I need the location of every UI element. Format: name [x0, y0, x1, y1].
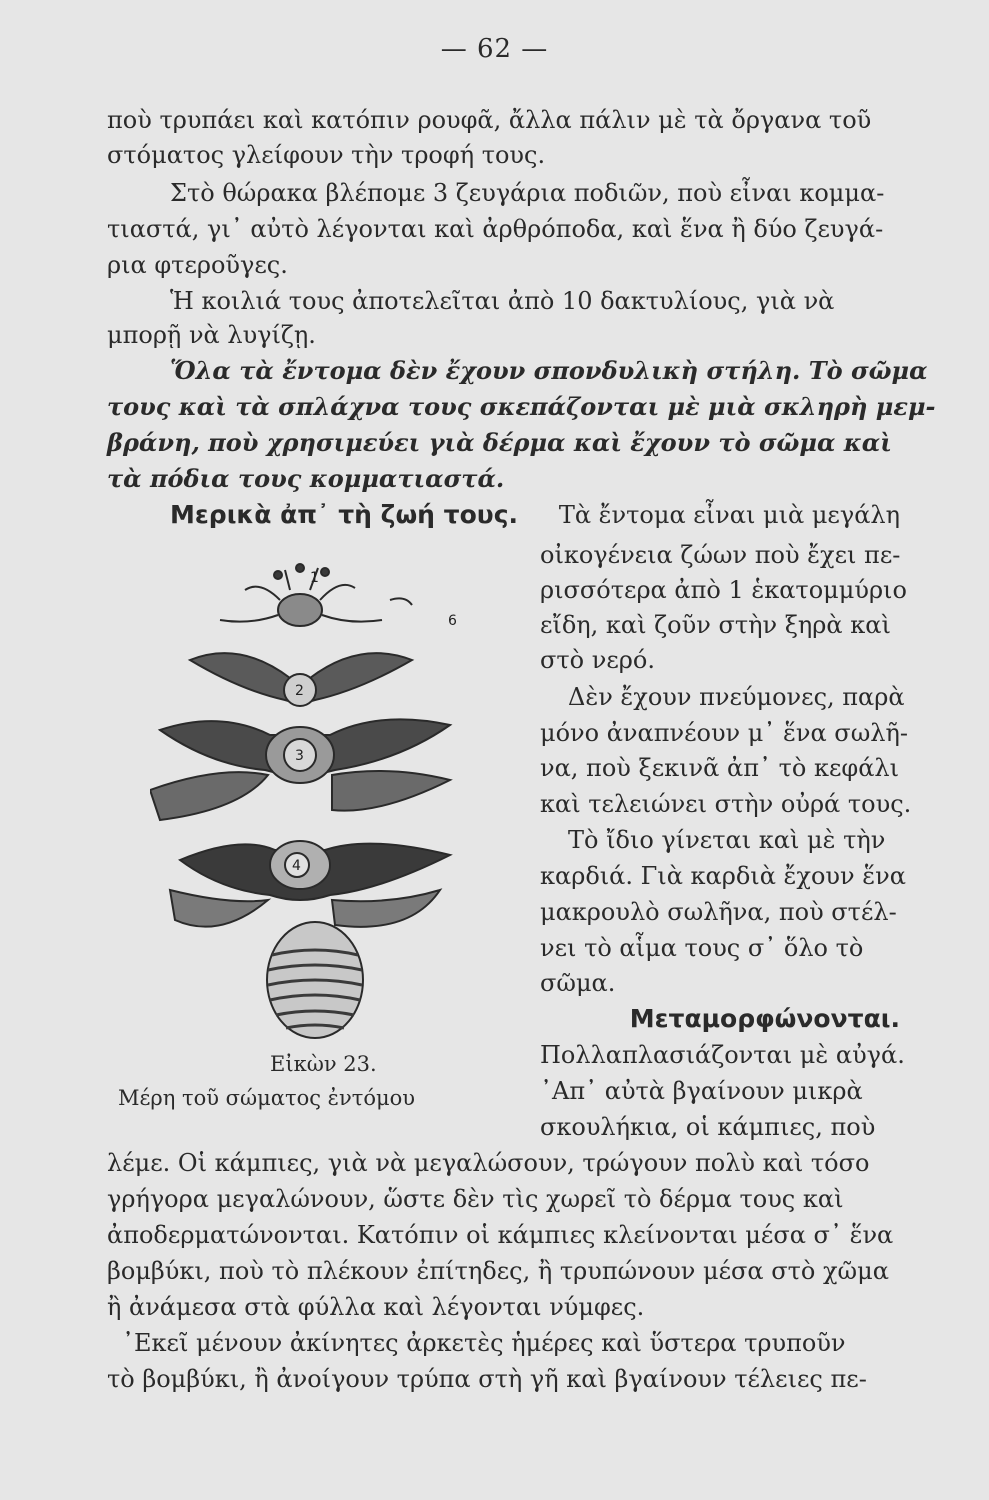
text-line: ἀποδερματώνονται. Κατόπιν οἱ κάμπιες κλείνονται μέσα σ᾽ ἕνα — [107, 1221, 894, 1249]
page-number: — 62 — — [440, 34, 549, 64]
figure-caption-text: Μέρη τοῦ σώματος ἐντόμου — [118, 1086, 416, 1110]
column-line: νει τὸ αἷμα τους σ᾽ ὅλο τὸ — [540, 934, 864, 962]
figure-label: 2 — [295, 683, 304, 699]
column-line: ᾽Απ᾽ αὐτὰ βγαίνουν μικρὰ — [540, 1077, 863, 1105]
figure-caption-title: Εἰκὼν 23. — [270, 1052, 377, 1076]
figure-label: 3 — [295, 748, 304, 764]
column-line: μόνο ἀναπνέουν μ᾽ ἕνα σωλῆ- — [540, 719, 908, 747]
column-line: Πολλαπλασιάζονται μὲ αὐγά. — [540, 1041, 905, 1069]
italic-text-line: Ὅλα τὰ ἔντομα δὲν ἔχουν σπονδυλικὴ στήλη. Τὸ σῶμα — [170, 356, 928, 385]
text-line: στόματος γλείφουν τὴν τροφή τους. — [107, 141, 546, 169]
section-heading-continuation: Τὰ ἔντομα εἶναι μιὰ μεγάλη — [558, 501, 900, 529]
text-line: Ἡ κοιλιά τους ἀποτελεῖται ἀπὸ 10 δακτυλίους, γιὰ νὰ — [170, 287, 835, 315]
text-line: γρήγορα μεγαλώνουν, ὥστε δὲν τὶς χωρεῖ τὸ δέρμα τους καὶ — [107, 1185, 844, 1213]
text-line: ᾽Εκεῖ μένουν ἀκίνητες ἀρκετὲς ἡμέρες καὶ ὕστερα τρυποῦν — [122, 1329, 846, 1357]
column-line: στὸ νερό. — [540, 646, 655, 674]
column-line: καρδιά. Γιὰ καρδιὰ ἔχουν ἕνα — [540, 862, 906, 890]
column-line: Τὸ ἴδιο γίνεται καὶ μὲ τὴν — [568, 826, 886, 854]
italic-text-line: τους καὶ τὰ σπλάχνα τους σκεπάζονται μὲ μιὰ σκληρὴ μεμ- — [107, 392, 936, 421]
subheading-text: Μεταμορφώνονται. — [629, 1004, 900, 1033]
text-line: λέμε. Οἱ κάμπιες, γιὰ νὰ μεγαλώσουν, τρώγουν πολὺ καὶ τόσο — [107, 1149, 870, 1177]
column-line: μακρουλὸ σωλῆνα, ποὺ στέλ- — [540, 898, 897, 926]
text-line: ποὺ τρυπάει καὶ κατόπιν ρουφᾶ, ἄλλα πάλιν μὲ τὰ ὄργανα τοῦ — [107, 106, 872, 134]
italic-text-line: βράνη, ποὺ χρησιμεύει γιὰ δέρμα καὶ ἔχουν τὸ σῶμα καὶ — [107, 428, 892, 457]
subheading-metamorphosis — [540, 1004, 900, 1034]
text-line: τιαστά, γι᾽ αὐτὸ λέγονται καὶ ἀρθρόποδα, καὶ ἕνα ἢ δύο ζευγά- — [107, 215, 884, 243]
section-heading: Μερικὰ ἀπ᾽ τὴ ζωή τους. — [170, 500, 519, 529]
figure-label: 1 — [310, 570, 319, 586]
insect-parts-illustration — [150, 560, 500, 1060]
figure-label: 4 — [292, 858, 301, 874]
text-line: ἢ ἀνάμεσα στὰ φύλλα καὶ λέγονται νύμφες. — [107, 1293, 645, 1321]
column-line: καὶ τελειώνει στὴν οὐρά τους. — [540, 790, 912, 818]
text-line: ρια φτεροῦγες. — [107, 251, 288, 279]
column-line: σῶμα. — [540, 969, 616, 997]
column-line: να, ποὺ ξεκινᾶ ἀπ᾽ τὸ κεφάλι — [540, 754, 900, 782]
column-line: οἰκογένεια ζώων ποὺ ἔχει πε- — [540, 541, 901, 569]
column-line: ρισσότερα ἀπὸ 1 ἑκατομμύριο — [540, 576, 907, 604]
italic-text-line: τὰ πόδια τους κομματιαστά. — [107, 464, 505, 493]
column-line: σκουλήκια, οἱ κάμπιες, ποὺ — [540, 1113, 876, 1141]
column-line: εἴδη, καὶ ζοῦν στὴν ξηρὰ καὶ — [540, 611, 891, 639]
column-line: Δὲν ἔχουν πνεύμονες, παρὰ — [568, 683, 905, 711]
section-heading-line — [170, 500, 900, 530]
text-line: Στὸ θώρακα βλέπομε 3 ζευγάρια ποδιῶν, ποὺ εἶναι κομμα- — [170, 179, 885, 207]
text-line: μπορῇ νὰ λυγίζῃ. — [107, 321, 316, 349]
figure-label: 6 — [448, 613, 457, 629]
text-line: βομβύκι, ποὺ τὸ πλέκουν ἐπίτηδες, ἢ τρυπώνουν μέσα στὸ χῶμα — [107, 1257, 889, 1285]
text-line: τὸ βομβύκι, ἢ ἀνοίγουν τρύπα στὴ γῆ καὶ βγαίνουν τέλειες πε- — [107, 1365, 867, 1393]
